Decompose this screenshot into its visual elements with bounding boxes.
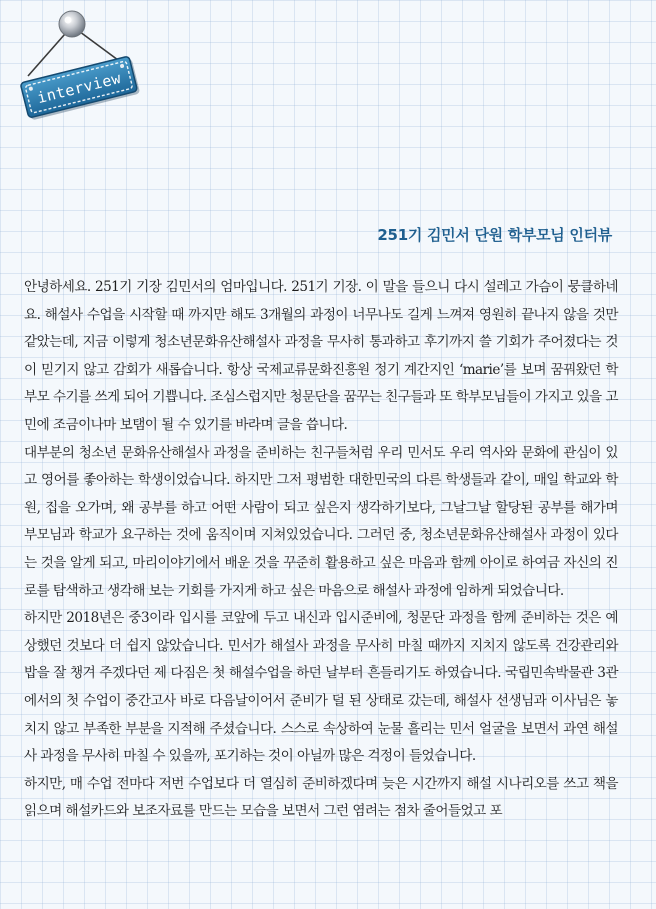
paragraph-4: 하지만, 매 수업 전마다 저번 수업보다 더 열심히 준비하겠다며 늦은 시간까지 해설 시나리오를 쓰고 책을 읽으며 해설카드와 보조자료를 만드는 모습을 보면서 그런 염려는 점차 줄어들었고 포 (24, 775, 618, 820)
pushpin-icon (59, 11, 85, 37)
interview-body (24, 274, 618, 826)
paragraph-3: 하지만 2018년은 중3이라 입시를 코앞에 두고 내신과 입시준비에, 청문단 과정을 함께 준비하는 것은 예상했던 것보다 더 쉽지 않았습니다. 민서가 해설사 과정을 무사히 마칠 때까지 지치지 않도록 건강관리와 밥을 잘 챙겨 주겠다던 제 다짐은 첫 해설수업을 하던 날부터 흔들리기도 하였습니다. 국립민속박물관 3관에서의 첫 수업이 중간고사 바로 다음날이어서 준비가 덜 된 상태로 갔는데, 해설사 선생님과 이사님은 놓치지 않고 부족한 부분을 지적해 주셨습니다. 스스로 속상하여 눈물 흘리는 민서 얼굴을 보면서 과연 해설사 과정을 무사히 마칠 수 있을까, 포기하는 것이 아닐까 많은 걱정이 들었습니다. (24, 610, 618, 765)
interview-title: 251기 김민서 단원 학부모님 인터뷰 (377, 226, 612, 244)
paragraph-1: 안녕하세요. 251기 기장 김민서의 엄마입니다. 251기 기장. 이 말을 들으니 다시 설레고 가슴이 뭉클하네요. 해설사 수업을 시작할 때 까지만 해도 3개월의 과정이 너무나도 길게 느껴져 영원히 끝나지 않을 것만 같았는데, 지금 이렇게 청소년문화유산해설사 과정을 무사히 통과하고 후기까지 쓸 기회가 주어졌다는 것이 믿기지 않고 감회가 새롭습니다. 항상 국제교류문화진흥원 정기 계간지인 ‘marie’를 보며 꿈꿔왔던 학부모 수기를 쓰게 되어 기쁩니다. 조심스럽지만 청문단을 꿈꾸는 친구들과 또 학부모님들이 가지고 있을 고민에 조금이나마 보탬이 될 수 있기를 바라며 글을 씁니다. (24, 279, 618, 433)
interview-hanging-sign (0, 0, 170, 140)
paragraph-2: 대부분의 청소년 문화유산해설사 과정을 준비하는 친구들처럼 우리 민서도 우리 역사와 문화에 관심이 있고 영어를 좋아하는 학생이었습니다. 하지만 그저 평범한 대한민국의 다른 학생들과 같이, 매일 학교와 학원, 집을 오가며, 왜 공부를 하고 어떤 사람이 되고 싶은지 생각하기보다, 그날그날 할당된 공부를 해가며 부모님과 학교가 요구하는 것에 움직이며 지쳐있었습니다. 그러던 중, 청소년문화유산해설사 과정이 있다는 것을 알게 되고, 마리이야기에서 배운 것을 꾸준히 활용하고 싶은 마음과 함께 아이로 하여금 자신의 진로를 탐색하고 생각해 보는 기회를 가지게 하고 싶은 마음으로 해설사 과정에 임하게 되었습니다. (24, 444, 618, 599)
sign-label: interview (35, 68, 123, 108)
